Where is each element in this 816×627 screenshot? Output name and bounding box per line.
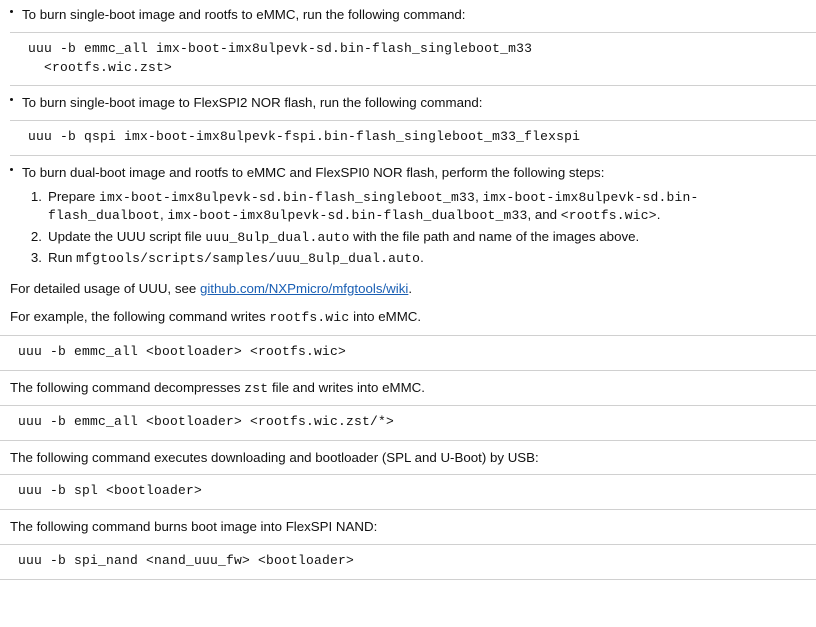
bullet-icon [10,98,13,101]
example-note-prefix: For example, the following command writes [10,309,270,325]
code-block-emmc-zst: uuu -b emmc_all <bootloader> <rootfs.wic.zst/*> [0,405,816,441]
mfgtools-wiki-link[interactable]: github.com/NXPmicro/mfgtools/wiki [199,280,409,296]
bullet-text-2: To burn single-boot image to FlexSPI2 NOR flash, run the following command: [22,95,483,111]
step-text-part: Prepare [48,188,99,204]
code-line-1: uuu -b emmc_all imx-boot-imx8ulpevk-sd.bin-flash_singleboot_m33 [28,40,533,56]
usage-note-suffix: . [408,280,413,296]
list-item [0,92,816,114]
step-2 [0,228,816,247]
code-line-1: uuu -b qspi imx-boot-imx8ulpevk-fspi.bin-flash_singleboot_m33_flexspi [28,129,581,145]
code-block-spi-nand: uuu -b spi_nand <nand_uuu_fw> <bootloader> [0,544,816,580]
step-code-part: <rootfs.wic> [560,208,657,224]
numbered-steps [0,188,816,268]
step-code-part: mfgtools/scripts/samples/uuu_8ulp_dual.auto [76,251,421,267]
bullet-icon [10,10,13,13]
step-text-part: . [420,250,424,266]
example-note-suffix: into eMMC. [349,309,422,325]
step-number: 2. [30,228,42,244]
step-1 [0,188,816,225]
step-text-part: with the file path and name of the images above. [349,228,640,244]
code-line-2: <rootfs.wic.zst> [44,59,173,75]
caption-suffix: file and writes into eMMC. [268,379,425,395]
list-item [0,162,816,184]
step-code-part: uuu_8ulp_dual.auto [205,229,350,245]
caption-prefix: The following command decompresses [10,379,245,395]
step-3 [0,249,816,268]
usage-note-prefix: For detailed usage of UUU, see [10,280,200,296]
bullet-text-1: To burn single-boot image and rootfs to eMMC, run the following command: [22,7,466,22]
step-text [48,189,699,223]
bullet-icon [10,168,13,171]
code-block-emmc-singleboot [10,32,816,87]
step-text-part: , [475,188,483,204]
code-block-qspi-singleboot [10,120,816,156]
step-text-part: Run [48,250,77,266]
example-note [0,306,816,328]
step-code-part: imx-boot-imx8ulpevk-sd.bin-flash_dualboot [48,189,699,224]
caption-prefix: The following command burns boot image into FlexSPI NAND: [10,519,378,535]
step-text-part: , [160,207,168,223]
step-number: 3. [30,250,42,266]
list-item [0,4,816,26]
bullet-text-3: To burn dual-boot image and rootfs to eMMC and FlexSPI0 NOR flash, perform the following steps: [22,164,605,180]
step-code-part: imx-boot-imx8ulpevk-sd.bin-flash_dualboot_m33 [167,208,528,224]
step-text-part: , and [527,207,561,223]
caption-decompress [0,377,816,399]
caption-code: zst [244,380,269,396]
caption-prefix: The following command executes downloading and bootloader (SPL and U-Boot) by USB: [10,449,539,465]
usage-note [0,278,816,300]
step-number: 1. [30,188,42,204]
step-text [48,250,424,265]
example-note-code: rootfs.wic [269,310,350,326]
bullet-list [0,4,816,184]
code-block-emmc-write: uuu -b emmc_all <bootloader> <rootfs.wic> [0,335,816,371]
step-code-part: imx-boot-imx8ulpevk-sd.bin-flash_singleboot_m33 [99,189,476,205]
caption-spl [0,447,816,469]
code-block-spl: uuu -b spl <bootloader> [0,474,816,510]
step-text [48,229,639,244]
step-text-part: Update the UUU script file [48,228,206,244]
step-text-part: . [656,207,661,223]
caption-spi-nand [0,516,816,538]
